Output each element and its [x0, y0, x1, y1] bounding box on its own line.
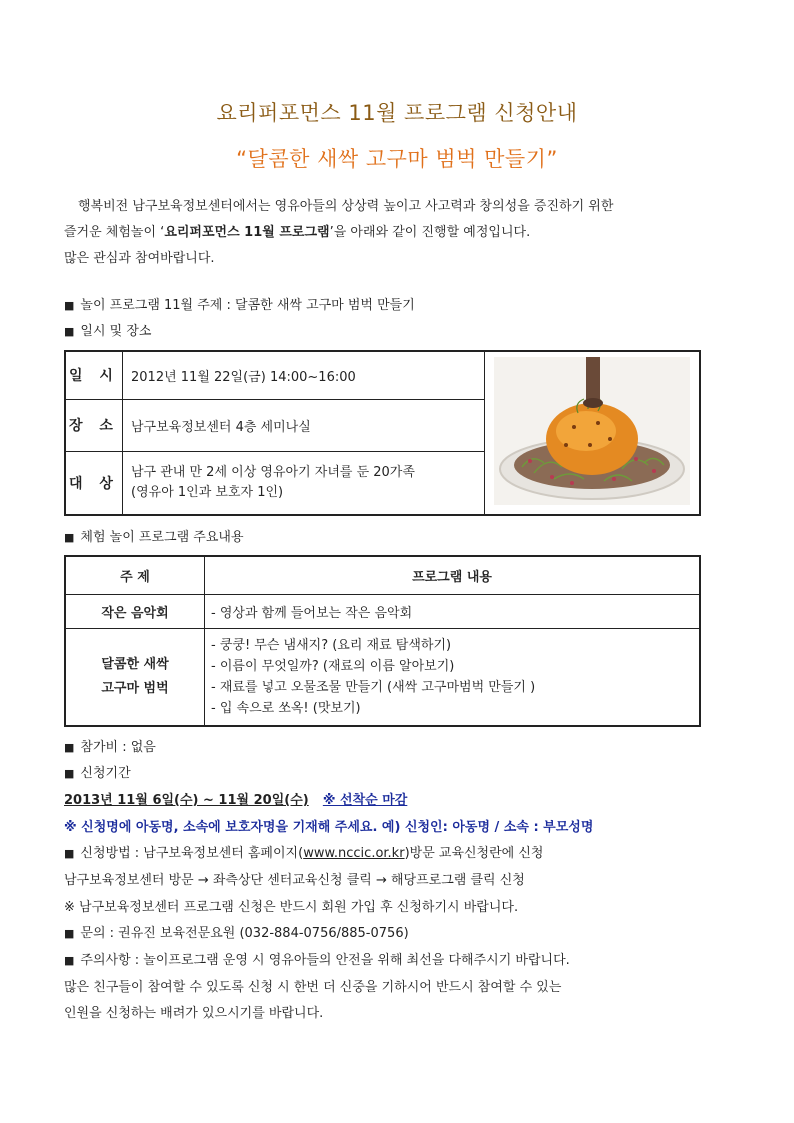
program-row1-subject: 작은 음악회	[65, 594, 205, 628]
date-value: 2012년 11월 22일(금) 14:00~16:00	[123, 351, 485, 399]
period-value: 2013년 11월 6일(수) ~ 11월 20일(수)	[64, 793, 309, 808]
bullet-icon: ■	[64, 954, 75, 967]
program-row1-content: - 영상과 함께 들어보는 작은 음악회	[205, 594, 701, 628]
intro-paragraph	[64, 194, 613, 272]
caution-line-3: 인원을 신청하는 배려가 있으시기를 바랍니다.	[64, 1006, 324, 1021]
bullet-icon: ■	[64, 299, 75, 312]
program-head-content: 프로그램 내용	[205, 556, 701, 594]
list-item: - 쿵쿵! 무슨 냄새지? (요리 재료 탐색하기)	[211, 637, 452, 653]
intro-line-2-prefix: 즐거운 체험놀이 ‘	[64, 225, 165, 240]
method-prefix: 신청방법 : 남구보육정보센터 홈페이지(	[80, 846, 304, 861]
notice-blue: ※ 신청명에 아동명, 소속에 보호자명을 기재해 주세요. 예) 신청인: 아동명 / 소속 : 부모성명	[64, 820, 594, 835]
list-item: - 입 속으로 쏘옥! (맛보기)	[211, 700, 361, 716]
program-row-concert	[65, 594, 700, 628]
caution-text-1: 주의사항 : 놀이프로그램 운영 시 영유아들의 안전을 위해 최선을 다해주시기 바랍니다.	[80, 953, 570, 968]
section-datetime-place-text: 일시 및 장소	[80, 324, 152, 339]
date-label: 일 시	[65, 351, 123, 399]
info-row-date	[65, 351, 700, 399]
bullet-icon: ■	[64, 741, 75, 754]
program-head-subject: 주 제	[65, 556, 205, 594]
caution-line-2: 많은 친구들이 참여할 수 있도록 신청 시 한번 더 신중을 기하시어 반드시 참여할 수 있는	[64, 980, 562, 995]
method-suffix: )방문 교육신청란에 신청	[404, 846, 544, 861]
bullet-icon: ■	[64, 767, 75, 780]
sweet-potato-dish-photo	[494, 357, 690, 505]
section-period	[64, 762, 131, 781]
intro-line-3: 많은 관심과 참여바랍니다.	[64, 251, 215, 266]
member-note: ※ 남구보육정보센터 프로그램 신청은 반드시 회원 가입 후 신청하기시 바랍니다.	[64, 900, 519, 915]
target-value-line-2: (영유아 1인과 보호자 1인)	[131, 484, 284, 500]
section-fee-text: 참가비 : 없음	[80, 740, 156, 755]
page-subtitle: “달콤한 새싹 고구마 범벅 만들기”	[236, 147, 558, 171]
info-table	[64, 350, 701, 516]
section-datetime-place	[64, 320, 151, 339]
section-period-text: 신청기간	[80, 766, 131, 781]
program-row2-subject	[65, 628, 205, 726]
contact-text: 문의 : 권유진 보육전문요원 (032-884-0756/885-0756)	[80, 926, 409, 941]
caution-line-1	[64, 949, 570, 968]
list-item: - 재료를 넣고 오물조물 만들기 (새싹 고구마범벅 만들기 )	[211, 679, 536, 695]
program-row2-subject-line-2: 고구마 범벅	[101, 680, 169, 696]
contact-line	[64, 922, 409, 941]
method-line	[64, 842, 543, 861]
homepage-link[interactable]: www.nccic.or.kr	[303, 846, 405, 861]
intro-line-1: 행복비전 남구보육정보센터에서는 영유아들의 상상력 높이고 사고력과 창의성을 증진하기 위한	[78, 199, 614, 214]
bullet-icon: ■	[64, 325, 75, 338]
section-theme-text: 놀이 프로그램 11월 주제 : 달콤한 새싹 고구마 범벅 만들기	[80, 298, 415, 313]
list-item: - 이름이 무엇일까? (재료의 이름 알아보기)	[211, 658, 455, 674]
period-line	[64, 789, 407, 808]
intro-line-2-suffix: ’을 아래와 같이 진행할 예정입니다.	[329, 225, 531, 240]
program-header-row	[65, 556, 700, 594]
target-value-line-1: 남구 관내 만 2세 이상 영유아기 자녀를 둔 20가족	[131, 464, 415, 480]
target-value	[123, 451, 485, 515]
first-come-notice: ※ 선착순 마감	[322, 793, 408, 808]
bullet-icon: ■	[64, 847, 75, 860]
method-path: 남구보육정보센터 방문 → 좌측상단 센터교육신청 클릭 → 해당프로그램 클릭 신청	[64, 873, 525, 888]
intro-line-2-bold: 요리퍼포먼스 11월 프로그램	[164, 225, 330, 240]
program-table	[64, 555, 701, 727]
bullet-icon: ■	[64, 927, 75, 940]
place-label: 장 소	[65, 399, 123, 451]
bullet-icon: ■	[64, 531, 75, 544]
place-value: 남구보육정보센터 4층 세미나실	[123, 399, 485, 451]
photo-cell	[485, 351, 701, 515]
section-program-main-text: 체험 놀이 프로그램 주요내용	[80, 530, 244, 545]
program-row2-content	[205, 628, 701, 726]
intro-line-2	[64, 220, 613, 246]
page-title: 요리퍼포먼스 11월 프로그램 신청안내	[216, 101, 578, 125]
section-fee	[64, 736, 156, 755]
section-theme	[64, 294, 415, 313]
program-row2-subject-line-1: 달콤한 새싹	[101, 656, 169, 672]
program-row-cooking	[65, 628, 700, 726]
target-label: 대 상	[65, 451, 123, 515]
section-program-main	[64, 526, 244, 545]
